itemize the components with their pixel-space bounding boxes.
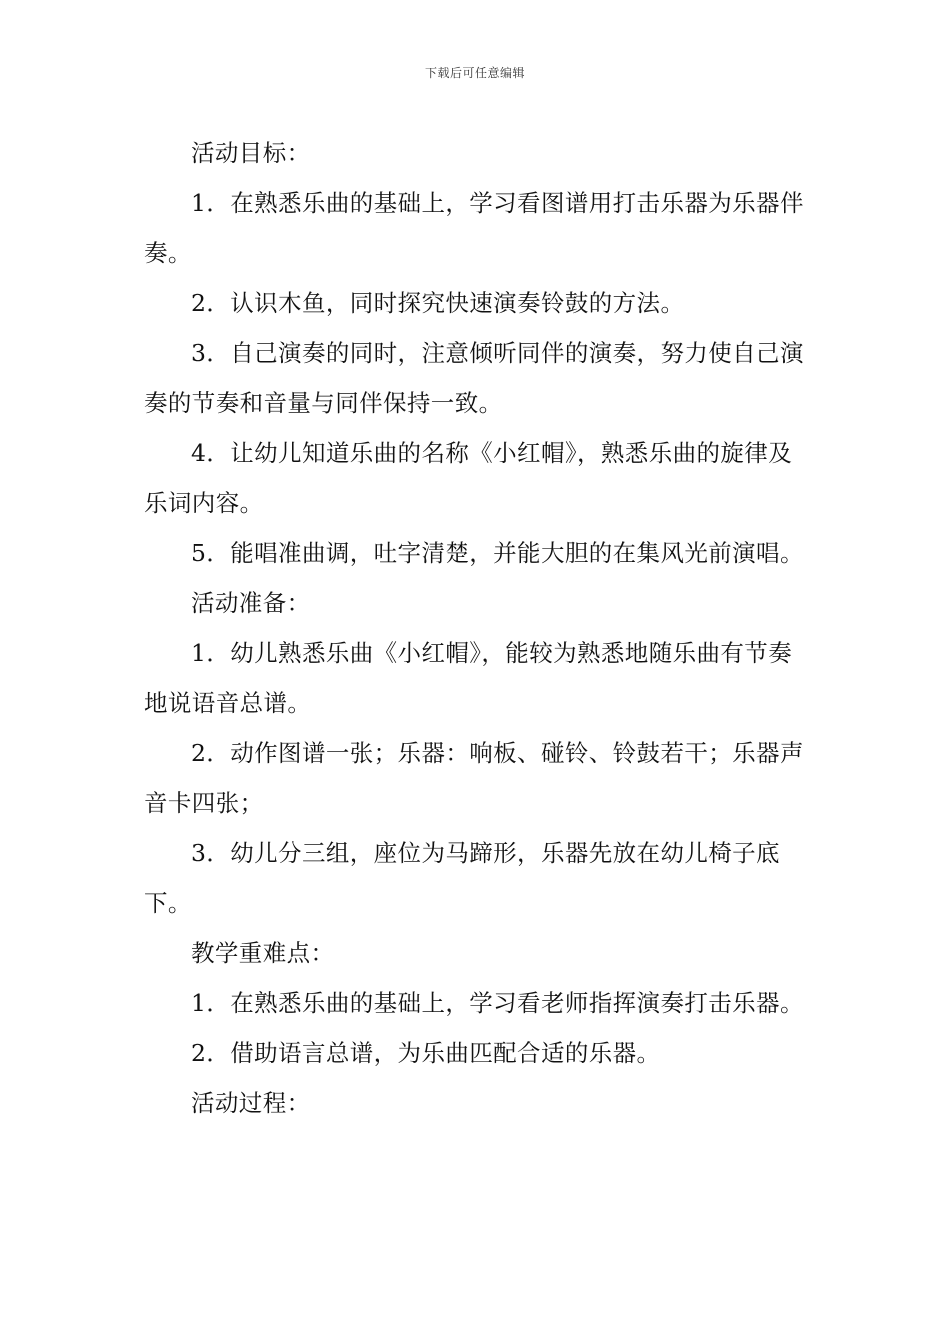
section-heading-process: 活动过程： bbox=[191, 1089, 311, 1117]
preparation-item: 1．幼儿熟悉乐曲《小红帽》，能较为熟悉地随乐曲有节奏地说语音总谱。 bbox=[144, 639, 793, 717]
goal-item: 2．认识木鱼，同时探究快速演奏铃鼓的方法。 bbox=[191, 289, 685, 317]
preparation-item: 3．幼儿分三组，座位为马蹄形，乐器先放在幼儿椅子底下。 bbox=[144, 839, 780, 917]
preparation-item: 2．动作图谱一张；乐器：响板、碰铃、铃鼓若干；乐器声音卡四张； bbox=[144, 739, 804, 817]
key-point-item: 1．在熟悉乐曲的基础上，学习看老师指挥演奏打击乐器。 bbox=[191, 989, 804, 1017]
goal-item: 3．自己演奏的同时，注意倾听同伴的演奏，努力使自己演奏的节奏和音量与同伴保持一致。 bbox=[144, 339, 804, 417]
section-heading-preparation: 活动准备： bbox=[191, 589, 311, 617]
goal-item: 1．在熟悉乐曲的基础上，学习看图谱用打击乐器为乐器伴奏。 bbox=[144, 189, 804, 267]
goal-item: 4．让幼儿知道乐曲的名称《小红帽》，熟悉乐曲的旋律及乐词内容。 bbox=[144, 439, 793, 517]
document-body bbox=[144, 128, 814, 1128]
page-header: 下载后可任意编辑 bbox=[424, 66, 525, 80]
key-point-item: 2．借助语言总谱，为乐曲匹配合适的乐器。 bbox=[191, 1039, 661, 1067]
section-heading-goals: 活动目标： bbox=[191, 139, 311, 167]
goal-item: 5．能唱准曲调，吐字清楚，并能大胆的在集风光前演唱。 bbox=[191, 539, 804, 567]
section-heading-key-points: 教学重难点： bbox=[191, 939, 335, 967]
